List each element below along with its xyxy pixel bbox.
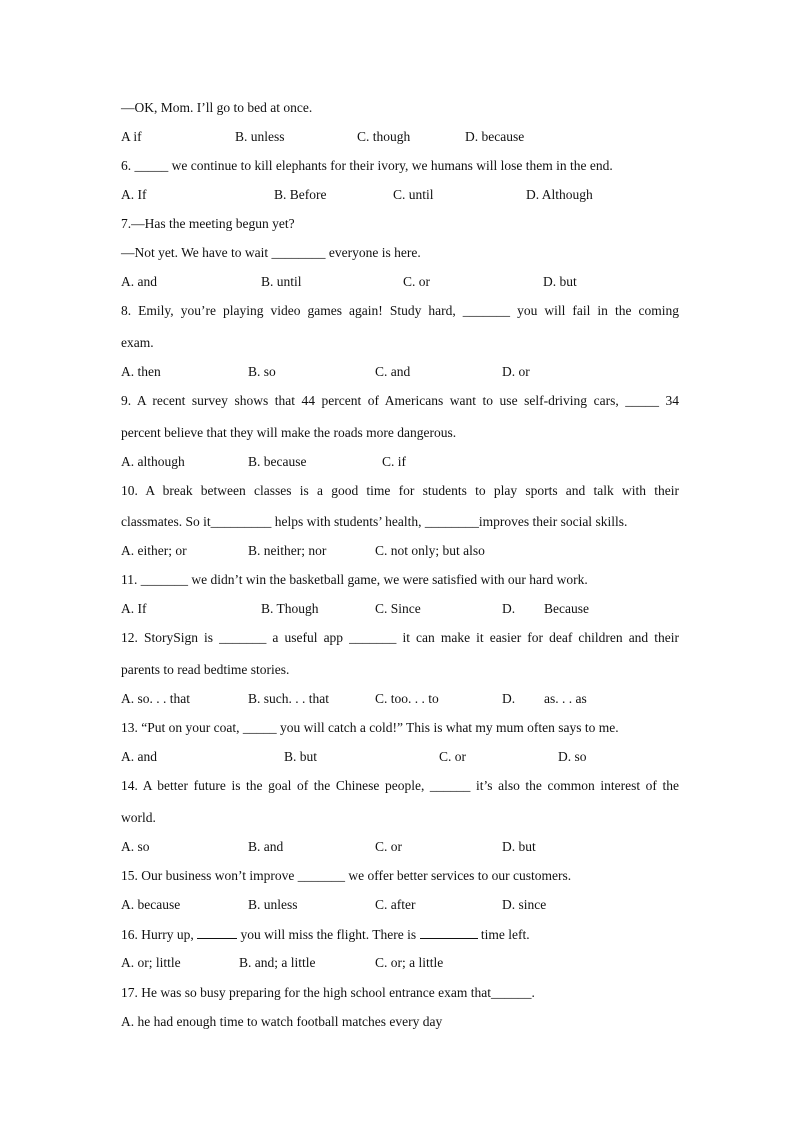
q5-option-a: A if xyxy=(121,129,142,144)
q16-text-start: 16. Hurry up, xyxy=(121,927,198,942)
q11-option-a: A. If xyxy=(121,601,147,616)
q8-question: 8. Emily, you’re playing video games again! Study hard, _______ you will fail in the coming xyxy=(121,303,679,318)
q16-blank-2 xyxy=(420,926,478,939)
q5-option-c: C. though xyxy=(357,129,411,144)
q14-option-a: A. so xyxy=(121,839,150,854)
q13-option-b: B. but xyxy=(284,749,318,764)
q11-option-d: D. xyxy=(502,601,516,616)
q7-question: 7.—Has the meeting begun yet? xyxy=(121,216,295,231)
q11-question: 11. _______ we didn’t win the basketball game, we were satisfied with our hard work. xyxy=(121,572,588,587)
q15-option-c: C. after xyxy=(375,897,416,912)
q11-option-c: C. Since xyxy=(375,601,421,616)
q5-option-d: D. because xyxy=(465,129,525,144)
q16-text-middle: you will miss the flight. There is xyxy=(237,927,420,942)
q14-option-d: D. but xyxy=(502,839,536,854)
q10-question-cont: classmates. So it_________ helps with students’ health, ________improves their social skills. xyxy=(121,514,628,529)
q8-option-c: C. and xyxy=(375,364,411,379)
q16-text-end: time left. xyxy=(477,927,530,942)
q13-option-a: A. and xyxy=(121,749,157,764)
q14-option-b: B. and xyxy=(248,839,284,854)
q12-option-d: D. xyxy=(502,691,516,706)
q17-option-a: A. he had enough time to watch football matches every day xyxy=(121,1014,443,1029)
q7-option-d: D. but xyxy=(543,274,577,289)
q7-option-a: A. and xyxy=(121,274,157,289)
q6-question: 6. _____ we continue to kill elephants for their ivory, we humans will lose them in the end. xyxy=(121,158,613,173)
q15-option-a: A. because xyxy=(121,897,181,912)
q11-option-d-text: Because xyxy=(544,601,589,616)
q7-option-c: C. or xyxy=(403,274,430,289)
q6-option-a: A. If xyxy=(121,187,147,202)
q5-option-b: B. unless xyxy=(235,129,285,144)
q9-option-b: B. because xyxy=(248,454,307,469)
q6-option-c: C. until xyxy=(393,187,434,202)
q16-option-a: A. or; little xyxy=(121,955,181,970)
q9-question: 9. A recent survey shows that 44 percent of Americans want to use self-driving cars, _____ 34 xyxy=(121,393,679,408)
q14-option-c: C. or xyxy=(375,839,402,854)
q16-blank-1 xyxy=(197,926,237,939)
q15-question: 15. Our business won’t improve _______ we offer better services to our customers. xyxy=(121,868,572,883)
q9-option-a: A. although xyxy=(121,454,185,469)
q8-option-b: B. so xyxy=(248,364,276,379)
q10-option-a: A. either; or xyxy=(121,543,187,558)
q13-option-c: C. or xyxy=(439,749,466,764)
q15-option-b: B. unless xyxy=(248,897,298,912)
q10-question: 10. A break between classes is a good time for students to play sports and talk with their xyxy=(121,483,679,498)
q12-option-c: C. too. . . to xyxy=(375,691,439,706)
q5-answer-line: —OK, Mom. I’ll go to bed at once. xyxy=(121,100,313,115)
q15-option-d: D. since xyxy=(502,897,547,912)
q6-option-b: B. Before xyxy=(274,187,327,202)
q7-question-cont: —Not yet. We have to wait ________ everyone is here. xyxy=(121,245,421,260)
q16-question xyxy=(121,926,530,943)
q8-option-a: A. then xyxy=(121,364,161,379)
q7-option-b: B. until xyxy=(261,274,302,289)
q12-question-cont: parents to read bedtime stories. xyxy=(121,662,290,677)
q12-option-d-text: as. . . as xyxy=(544,691,587,706)
q16-option-b: B. and; a little xyxy=(239,955,316,970)
q10-option-c: C. not only; but also xyxy=(375,543,485,558)
q12-option-a: A. so. . . that xyxy=(121,691,190,706)
q6-option-d: D. Although xyxy=(526,187,593,202)
q16-option-c: C. or; a little xyxy=(375,955,444,970)
q12-question: 12. StorySign is _______ a useful app _______ it can make it easier for deaf children and their xyxy=(121,630,679,645)
q14-question-cont: world. xyxy=(121,810,156,825)
q12-option-b: B. such. . . that xyxy=(248,691,329,706)
q9-question-cont: percent believe that they will make the roads more dangerous. xyxy=(121,425,457,440)
q17-question: 17. He was so busy preparing for the high school entrance exam that______. xyxy=(121,985,535,1000)
q11-option-b: B. Though xyxy=(261,601,319,616)
q8-option-d: D. or xyxy=(502,364,530,379)
q10-option-b: B. neither; nor xyxy=(248,543,327,558)
q13-option-d: D. so xyxy=(558,749,587,764)
q13-question: 13. “Put on your coat, _____ you will catch a cold!” This is what my mum often says to me. xyxy=(121,720,619,735)
q14-question: 14. A better future is the goal of the Chinese people, ______ it’s also the common interest of the xyxy=(121,778,679,793)
q8-question-cont: exam. xyxy=(121,335,154,350)
q9-option-c: C. if xyxy=(382,454,407,469)
